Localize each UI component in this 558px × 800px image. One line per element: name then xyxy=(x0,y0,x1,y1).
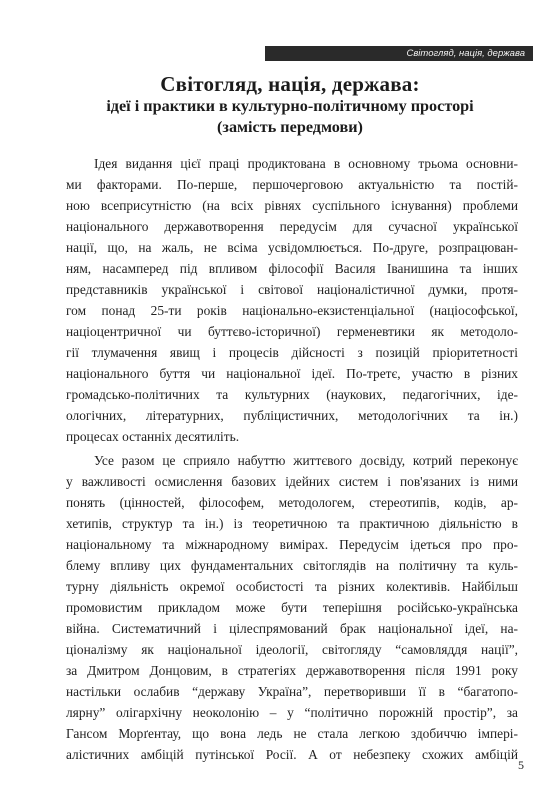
text-line: гії тлумачення явищ і процесів дійсності з позицій пріоритетності xyxy=(66,345,518,360)
paragraph-2 xyxy=(66,450,518,765)
text-line: хетипів, структур та ін.) із теоретичною та практичною діяльністю в xyxy=(66,516,518,531)
text-line: алістичних амбіцій путінської Росії. А от небезпеку схожих амбіцій xyxy=(66,747,518,762)
body-text xyxy=(66,153,518,765)
text-line: у важливості осмислення базових ідейних систем і пов'язаних із ними xyxy=(66,474,518,489)
text-line: за Дмитром Донцовим, в стратегіях державотворення після 1991 року xyxy=(66,663,518,678)
title-subtitle-line-1: ідеї і практики в культурно-політичному просторі xyxy=(106,97,474,115)
text-line: ціоналізму як національної ідеології, світогляду “самовляддя нації”, xyxy=(66,642,518,657)
text-line: війна. Систематичний і цілеспрямований брак національної ідеї, на- xyxy=(66,621,518,636)
text-line: ми факторами. По-перше, першочерговою актуальністю та постій- xyxy=(66,177,518,192)
text-line: громадсько-політичних та культурних (наукових, педагогічних, іде- xyxy=(66,387,518,402)
title-main: Світогляд, нація, держава: xyxy=(160,72,420,96)
paragraph-1 xyxy=(66,153,518,447)
text-line: Усе разом це сприяло набуттю життєвого досвіду, котрий переконує xyxy=(94,453,518,468)
text-line: процесах останніх десятиліть. xyxy=(66,429,240,444)
chapter-title xyxy=(60,72,520,138)
running-header: Світогляд, нація, держава xyxy=(265,46,533,61)
text-line: Гансом Морґентау, що вона ледь не стала легкою здобиччю імпері- xyxy=(66,726,518,741)
text-line: націоцентричної чи буттєво-історичної) герменевтики як методоло- xyxy=(66,324,518,339)
text-line: Ідея видання цієї праці продиктована в основному трьома основни- xyxy=(94,156,518,171)
text-line: лярну” олігархічну неоколонію – у “політично порожній простір”, за xyxy=(66,705,518,720)
page-number: 5 xyxy=(518,758,524,772)
text-line: нації, що, на жаль, не всіма усвідомлюється. По-друге, розпрацюван- xyxy=(66,240,518,255)
text-line: національному та міжнародному вимірах. Передусім ідеться про про- xyxy=(66,537,518,552)
text-line: гом понад 25-ти років національно-екзистенціальної (націософської, xyxy=(66,303,518,318)
text-line: понять (цінностей, філософем, методологем, стереотипів, кодів, ар- xyxy=(66,495,518,510)
text-line: ням, насамперед під впливом філософії Василя Іванишина та інших xyxy=(66,261,518,276)
text-line: національного державотворення передусім для сучасної української xyxy=(66,219,518,234)
title-subtitle-line-2: (замість передмови) xyxy=(217,118,363,136)
text-line: блему впливу цих фундаментальних світоглядів на політичну та куль- xyxy=(66,558,518,573)
text-line: настільки ослабив “державу Україна”, перетворивши її в “багатопо- xyxy=(66,684,518,699)
text-line: промовистим прикладом може бути теперішня російсько-українська xyxy=(66,600,518,615)
text-line: турну діяльність окремої особистості та різних колективів. Найбільш xyxy=(66,579,518,594)
text-line: національного буття чи національної ідеї. По-третє, участю в різних xyxy=(66,366,518,381)
text-line: представників української і світової націоналістичної думки, протя- xyxy=(66,282,518,297)
text-line: ною всеприсутністю (на всіх рівнях суспільного існування) проблеми xyxy=(66,198,518,213)
text-line: ологічних, літературних, публіцистичних, методологічних та ін.) xyxy=(66,408,518,423)
